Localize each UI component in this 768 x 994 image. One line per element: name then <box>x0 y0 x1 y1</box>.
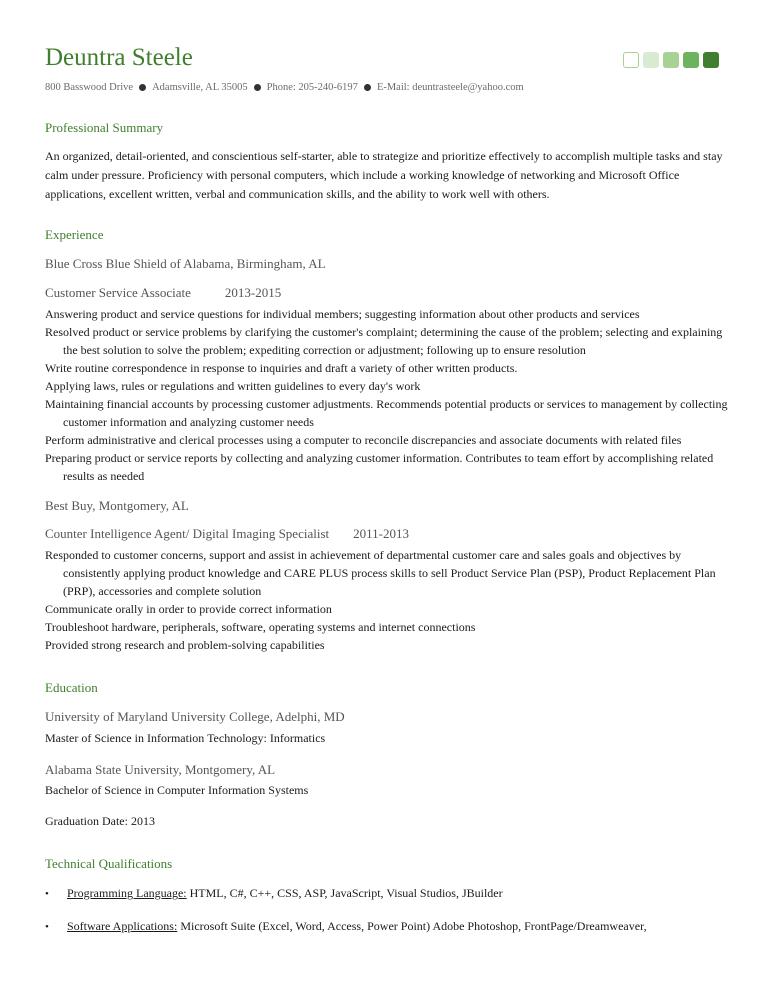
contact-city: Adamsville, AL 35005 <box>152 82 248 93</box>
job-1-duty-6: Perform administrative and clerical processes using a computer to reconcile discrepancies and associate documents with related files <box>45 433 682 447</box>
job-2-role <box>45 526 409 542</box>
job-2-duty-3: Troubleshoot hardware, peripherals, software, operating systems and internet connections <box>45 620 476 634</box>
bullet-icon: • <box>45 921 49 933</box>
job-1-duty-5: Maintaining financial accounts by processing customer adjustments. Recommends potential products or services to management by collecting customer information and analyzing customer needs <box>45 397 728 429</box>
square-2 <box>643 52 659 68</box>
qualification-item-programming <box>45 886 503 901</box>
candidate-name: Deuntra Steele <box>45 44 193 71</box>
contact-address: 800 Basswood Drive <box>45 82 134 93</box>
job-1-employer: Blue Cross Blue Shield of Alabama, Birmingham, AL <box>45 256 326 271</box>
job-2-duty-4: Provided strong research and problem-solving capabilities <box>45 638 325 652</box>
job-2-employer: Best Buy, Montgomery, AL <box>45 498 189 513</box>
job-1-duty-1: Answering product and service questions for individual members; suggesting information about other products and services <box>45 307 640 321</box>
qualification-value: HTML, C#, C++, CSS, ASP, JavaScript, Visual Studios, JBuilder <box>186 886 503 900</box>
school-2-degree: Bachelor of Science in Computer Information Systems <box>45 783 309 797</box>
qualification-item-software <box>45 919 647 934</box>
experience-heading: Experience <box>45 227 104 242</box>
qualification-label: Software Applications: <box>67 919 178 933</box>
square-1 <box>623 52 639 68</box>
separator-dot <box>254 84 261 91</box>
job-2-dates: 2011-2013 <box>353 526 409 541</box>
decorative-squares <box>623 52 719 68</box>
qualifications-heading: Technical Qualifications <box>45 856 173 871</box>
school-2-name: Alabama State University, Montgomery, AL <box>45 762 276 777</box>
separator-dot <box>364 84 371 91</box>
graduation-date: Graduation Date: 2013 <box>45 814 155 828</box>
summary-text: An organized, detail-oriented, and conscientious self-starter, able to strategize and prioritize effectively to accomplish multiple tasks and stay calm under pressure. Proficiency with personal computers, which include a working knowledge of networking and Microsoft Office applications, excellent written, verbal and communication skills, and the ability to work well with others. <box>45 149 723 201</box>
job-1-duty-2: Resolved product or service problems by clarifying the customer's complaint; determining the cause of the problem; selecting and explaining the best solution to solve the problem; expediting correction or adjustment; following up to ensure resolution <box>45 325 723 357</box>
job-2-duty-2: Communicate orally in order to provide correct information <box>45 602 332 616</box>
school-1-name: University of Maryland University College, Adelphi, MD <box>45 709 345 724</box>
separator-dot <box>139 84 146 91</box>
job-2-title: Counter Intelligence Agent/ Digital Imaging Specialist <box>45 526 330 541</box>
job-1-role <box>45 285 281 301</box>
job-1-duty-4: Applying laws, rules or regulations and written guidelines to every day's work <box>45 379 421 393</box>
job-1-duty-3: Write routine correspondence in response to inquiries and draft a variety of other written products. <box>45 361 518 375</box>
qualification-label: Programming Language: <box>67 886 187 900</box>
square-5 <box>703 52 719 68</box>
contact-email[interactable]: E-Mail: deuntrasteele@yahoo.com <box>376 82 524 93</box>
square-3 <box>663 52 679 68</box>
bullet-icon: • <box>45 888 49 900</box>
qualification-value: Microsoft Suite (Excel, Word, Access, Power Point) Adobe Photoshop, FrontPage/Dreamweaver, <box>177 919 647 933</box>
job-1-title: Customer Service Associate <box>45 285 191 300</box>
job-1-dates: 2013-2015 <box>224 285 282 300</box>
contact-phone: Phone: 205-240-6197 <box>266 82 358 93</box>
contact-line <box>45 82 524 93</box>
square-4 <box>683 52 699 68</box>
summary-heading: Professional Summary <box>45 120 164 135</box>
school-1-degree: Master of Science in Information Technology: Informatics <box>45 731 326 745</box>
job-1-duty-7: Preparing product or service reports by collecting and analyzing customer information. Contributes to team effort by accomplishing related results as needed <box>45 451 714 483</box>
education-heading: Education <box>45 680 98 695</box>
job-2-duty-1: Responded to customer concerns, support and assist in achievement of departmental customer care and sales goals and objectives by consistently applying product knowledge and CARE PLUS process skills to sell Product Service Plan (PSP), Product Replacement Plan (PRP), accessories and complete solution <box>45 548 716 598</box>
